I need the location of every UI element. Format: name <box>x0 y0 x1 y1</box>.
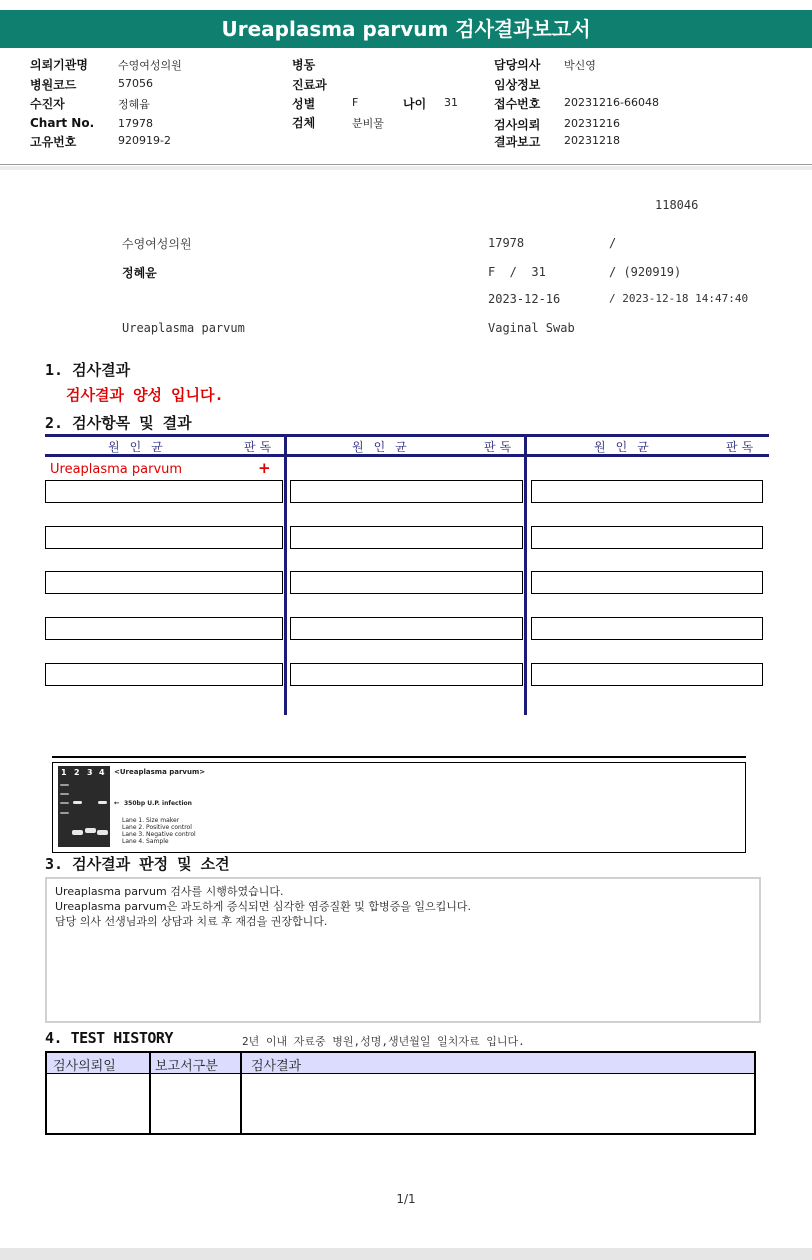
sex-value: F <box>352 96 359 109</box>
doctor-label: 담당의사 <box>494 58 541 72</box>
specimen-label: 검체 <box>292 116 316 130</box>
result-box <box>45 571 283 594</box>
result-box <box>290 526 523 549</box>
report-date-label: 결과보고 <box>494 135 541 149</box>
patient-label: 수진자 <box>30 97 65 111</box>
clinical-info-label: 임상정보 <box>494 78 541 92</box>
organism-result-mark: + <box>258 459 271 477</box>
institution-value: 수영여성의원 <box>118 59 182 72</box>
reported-datetime: / 2023-12-18 14:47:40 <box>609 292 749 305</box>
chart-no-label: Chart No. <box>30 116 95 130</box>
positive-result-message: 검사결과 양성 입니다. <box>66 386 224 404</box>
gel-top-rule <box>52 756 746 758</box>
result-box <box>45 480 283 503</box>
history-col-result: 검사결과 <box>251 1059 302 1074</box>
gel-legend-item: Lane 1. Size maker <box>122 817 180 824</box>
department-label: 진료과 <box>292 78 327 92</box>
report-title: Ureaplasma parvum 검사결과보고서 <box>0 10 812 48</box>
result-box <box>45 617 283 640</box>
result-box <box>531 480 763 503</box>
lane-number: 3 <box>87 768 93 777</box>
col-result-header-3: 판독 <box>726 440 758 454</box>
age-label: 나이 <box>403 97 427 111</box>
gel-arrow-label-prefix: ← <box>114 799 120 807</box>
gel-band <box>60 812 69 814</box>
organism-name: Ureaplasma parvum <box>50 462 183 477</box>
history-col-report-type: 보고서구분 <box>155 1059 218 1074</box>
finding-line: Ureaplasma parvum 검사를 시행하였습니다. <box>55 885 284 898</box>
history-table <box>45 1051 756 1135</box>
col-result-header-2: 판독 <box>484 440 516 454</box>
history-table-header <box>47 1053 754 1074</box>
specimen-type: Vaginal Swab <box>488 321 575 335</box>
lane-number: 1 <box>61 768 67 777</box>
result-box <box>290 571 523 594</box>
gel-band <box>60 784 69 786</box>
page-number: 1/1 <box>396 1192 416 1206</box>
lane-number: 2 <box>74 768 80 777</box>
patient-name: 정혜윤 <box>122 266 157 280</box>
findings-box <box>45 877 761 1023</box>
result-box <box>531 617 763 640</box>
gel-legend-item: Lane 2. Positive control <box>122 824 192 831</box>
gel-band <box>60 802 69 804</box>
col-organism-header-3: 원인균 <box>594 440 659 454</box>
gel-band <box>98 801 107 804</box>
chart-no-value: 17978 <box>118 117 153 130</box>
unique-no-value: 920919-2 <box>118 134 171 147</box>
institution-label: 의뢰기관명 <box>30 58 88 72</box>
grid-divider-1 <box>284 434 287 715</box>
ward-label: 병동 <box>292 58 316 72</box>
receipt-no-value: 20231216-66048 <box>564 96 659 109</box>
gel-band <box>97 830 108 835</box>
doctor-value: 박신영 <box>564 59 596 72</box>
gel-title: <Ureaplasma parvum> <box>114 768 206 776</box>
chart-slash: / <box>609 236 617 250</box>
col-organism-header-1: 원인균 <box>108 440 173 454</box>
hospital-code-value: 57056 <box>118 77 153 90</box>
sex-age: F / 31 <box>488 265 546 279</box>
clinic-name: 수영여성의원 <box>122 237 192 251</box>
report-date-value: 20231218 <box>564 134 620 147</box>
doc-number: 118046 <box>655 198 699 212</box>
sex-label: 성별 <box>292 97 316 111</box>
gel-arrow-label: 350bp U.P. infection <box>124 800 192 807</box>
request-date-label: 검사의뢰 <box>494 118 541 132</box>
patient-value: 정혜윰 <box>118 98 150 111</box>
result-box <box>531 663 763 686</box>
header-shadow <box>0 166 812 170</box>
result-box <box>290 663 523 686</box>
history-col-divider <box>240 1053 242 1133</box>
unique-no-label: 고유번호 <box>30 135 77 149</box>
lane-number: 4 <box>99 768 105 777</box>
section-3-title: 3. 검사결과 판정 및 소견 <box>45 855 230 873</box>
header-divider <box>0 164 812 165</box>
finding-line: 담당 의사 선생님과의 상담과 치료 후 재검을 권장합니다. <box>55 915 328 928</box>
receipt-no-label: 접수번호 <box>494 97 541 111</box>
result-box <box>290 480 523 503</box>
result-box <box>531 526 763 549</box>
grid-top-border <box>45 434 769 437</box>
collected-date: 2023-12-16 <box>488 292 561 306</box>
gel-band <box>72 830 83 835</box>
result-box <box>45 526 283 549</box>
birth-date: / (920919) <box>609 265 682 279</box>
result-box <box>531 571 763 594</box>
result-box <box>45 663 283 686</box>
gel-band <box>85 828 96 833</box>
history-note: 2년 이내 자료중 병원,성명,생년월일 일치자료 입니다. <box>242 1035 525 1048</box>
gel-band <box>73 801 82 804</box>
result-box <box>290 617 523 640</box>
gel-band <box>60 793 69 795</box>
page-bottom-band <box>0 1248 812 1260</box>
hospital-code-label: 병원코드 <box>30 78 77 92</box>
request-date-value: 20231216 <box>564 117 620 130</box>
history-col-request-date: 검사의뢰일 <box>53 1059 116 1074</box>
finding-line: Ureaplasma parvum은 과도하게 증식되면 심각한 염증질환 및 합병증을 일으킵니다. <box>55 900 471 913</box>
history-col-divider <box>149 1053 151 1133</box>
section-2-title: 2. 검사항목 및 결과 <box>45 414 192 432</box>
section-4-title: 4. TEST HISTORY <box>45 1029 173 1047</box>
col-organism-header-2: 원인균 <box>352 440 417 454</box>
section-1-title: 1. 검사결과 <box>45 361 131 379</box>
gel-image <box>58 766 110 847</box>
age-value: 31 <box>444 96 458 109</box>
gel-legend-item: Lane 4. Sample <box>122 838 169 845</box>
specimen-value: 분비물 <box>352 117 384 130</box>
col-result-header-1: 판독 <box>244 440 276 454</box>
grid-divider-2 <box>524 434 527 715</box>
gel-legend-item: Lane 3. Negative control <box>122 831 196 838</box>
chart-number: 17978 <box>488 236 525 250</box>
test-name: Ureaplasma parvum <box>122 321 245 335</box>
